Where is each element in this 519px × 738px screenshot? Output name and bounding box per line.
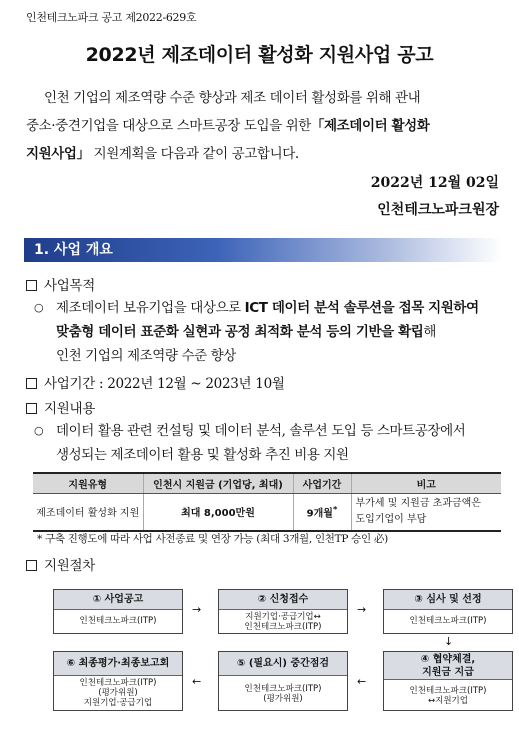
support-amount-cell: 최대 8,000만원 — [143, 493, 293, 531]
purpose-line-2-bold: 맞춤형 데이터 표준화 실현과 공정 최적화 분석 등의 기반을 확립 — [56, 324, 424, 340]
support-heading-label: 지원내용 — [44, 401, 95, 417]
intro-line-1: 인천 기업의 제조역량 수준 향상과 제조 데이터 활성화를 위해 관내 — [44, 90, 421, 106]
circle-bullet-icon: ○ — [34, 424, 44, 437]
announcement-date: 2022년 12월 02일 — [370, 175, 499, 191]
procedure-heading — [26, 554, 95, 574]
flow-step-6-body — [54, 676, 182, 708]
table-header: 비고 — [351, 473, 501, 493]
checkbox-square-icon — [26, 560, 37, 571]
intro-paragraph — [26, 84, 500, 168]
support-period-value: 9개월 — [306, 508, 333, 520]
purpose-line-3: 인천 기업의 제조역량 수준 향상 — [56, 348, 236, 364]
flow-step-1-title: ① 사업공고 — [54, 590, 182, 610]
page-title: 2022년 제조데이터 활성화 지원사업 공고 — [85, 44, 434, 66]
period-label: 사업기간 : 2022년 12월 ~ 2023년 10월 — [44, 376, 285, 392]
flow-step-2-body-line-1: 지원기업·공급기업↔ — [245, 612, 321, 622]
flow-step-2-title: ② 신청접수 — [219, 590, 347, 610]
flow-step-2-body — [219, 610, 347, 632]
support-line-2: 생성되는 제조데이터 활용 및 활성화 추진 비용 지원 — [56, 447, 349, 463]
purpose-bullet — [34, 296, 504, 368]
intro-line-3 — [26, 140, 500, 168]
flow-step-3 — [383, 589, 513, 634]
flow-step-2-body-line-2: 인천테크노파크(ITP) — [244, 622, 322, 632]
arrow-left-icon: ← — [192, 675, 202, 688]
purpose-line-1-bold: ICT 데이터 분석 솔루션을 접목 지원하여 — [244, 300, 479, 316]
flow-step-5-title: ⑤ (필요시) 중간점검 — [219, 652, 347, 676]
purpose-line-1-text: 제조데이터 보유기업을 대상으로 — [56, 300, 245, 316]
flow-step-2 — [218, 589, 348, 634]
checkbox-square-icon — [26, 378, 37, 389]
flow-step-3-title: ③ 심사 및 선정 — [384, 590, 512, 610]
flow-step-1 — [53, 589, 183, 634]
flow-step-6-title: ⑥ 최종평가·최종보고회 — [54, 652, 182, 676]
flow-step-5-body — [219, 676, 347, 704]
table-header: 인천시 지원금 (기업당, 최대) — [143, 473, 293, 493]
intro-line-3-text: 지원계획을 다음과 같이 공고합니다. — [89, 146, 299, 162]
flow-step-6-body-line-3: 지원기업·공급기업 — [83, 698, 153, 708]
flow-step-3-body: 인천테크노파크(ITP) — [409, 616, 487, 626]
table-header: 지원유형 — [33, 473, 143, 493]
flow-step-5-body-line-2: (평가위원) — [263, 694, 303, 704]
support-line-1: 데이터 활용 관련 컨설팅 및 데이터 분석, 솔루션 도입 등 스마트공장에서 — [56, 423, 466, 439]
flow-step-6-body-line-1: 인천테크노파크(ITP) — [79, 678, 157, 688]
circle-bullet-icon: ○ — [34, 301, 44, 314]
checkbox-square-icon — [26, 280, 37, 291]
support-note-line-2: 도입기업이 부담 — [355, 513, 427, 525]
support-type-cell: 제조데이터 활성화 지원 — [33, 493, 143, 531]
purpose-line-2-text: 해 — [423, 324, 437, 340]
issuer: 인천테크노파크원장 — [377, 202, 499, 218]
flow-step-6-body-line-2: (평가위원) — [98, 688, 138, 698]
flow-step-4-body-line-2: ↔지원기업 — [428, 696, 468, 706]
flow-step-6 — [53, 651, 183, 711]
flow-step-5-body-line-1: 인천테크노파크(ITP) — [244, 684, 322, 694]
notice-number: 인천테크노파크 공고 제2022-629호 — [26, 11, 197, 24]
flow-step-4-title-line-1: ④ 협약체결, — [420, 654, 476, 665]
flow-step-4-title — [384, 652, 512, 680]
support-note-cell — [351, 493, 501, 531]
support-period-cell — [293, 493, 351, 531]
checkbox-square-icon — [26, 403, 37, 414]
support-bullet — [34, 419, 504, 467]
table-row — [33, 493, 501, 531]
flow-step-4 — [383, 651, 513, 711]
arrow-right-icon: → — [357, 603, 367, 616]
arrow-left-icon: ← — [357, 675, 367, 688]
support-note-line-1: 부가세 및 지원금 초과금액은 — [355, 497, 481, 509]
intro-line-2 — [26, 112, 500, 140]
purpose-heading-label: 사업목적 — [44, 278, 95, 294]
purpose-line-2 — [56, 320, 504, 344]
support-table — [33, 472, 501, 532]
arrow-down-icon: ↓ — [444, 635, 454, 648]
table-header: 사업기간 — [293, 473, 351, 493]
support-heading — [26, 397, 95, 417]
footnote-mark: * — [332, 504, 338, 515]
flow-step-4-title-line-2: 지원금 지급 — [422, 667, 474, 678]
program-name-open: 「제조데이터 활성화 — [310, 118, 430, 134]
table-header-row — [33, 473, 501, 493]
flow-step-5 — [218, 651, 348, 711]
flow-step-4-body — [384, 680, 512, 706]
footnote: * 구축 진행도에 따라 사업 사전종료 및 연장 가능 (최대 3개월, 인천TP 승인 必) — [37, 533, 388, 545]
arrow-right-icon: → — [192, 603, 202, 616]
procedure-heading-label: 지원절차 — [44, 558, 95, 574]
flow-step-1-body: 인천테크노파크(ITP) — [79, 616, 157, 626]
program-name-close: 지원사업」 — [26, 146, 90, 162]
intro-line-2-text: 중소·중견기업을 대상으로 스마트공장 도입을 위한 — [26, 118, 311, 134]
purpose-heading — [26, 274, 95, 294]
period-item — [26, 372, 285, 392]
section-header: 1. 사업 개요 — [24, 238, 502, 262]
purpose-line-1 — [56, 296, 504, 320]
flow-step-4-body-line-1: 인천테크노파크(ITP) — [409, 686, 487, 696]
